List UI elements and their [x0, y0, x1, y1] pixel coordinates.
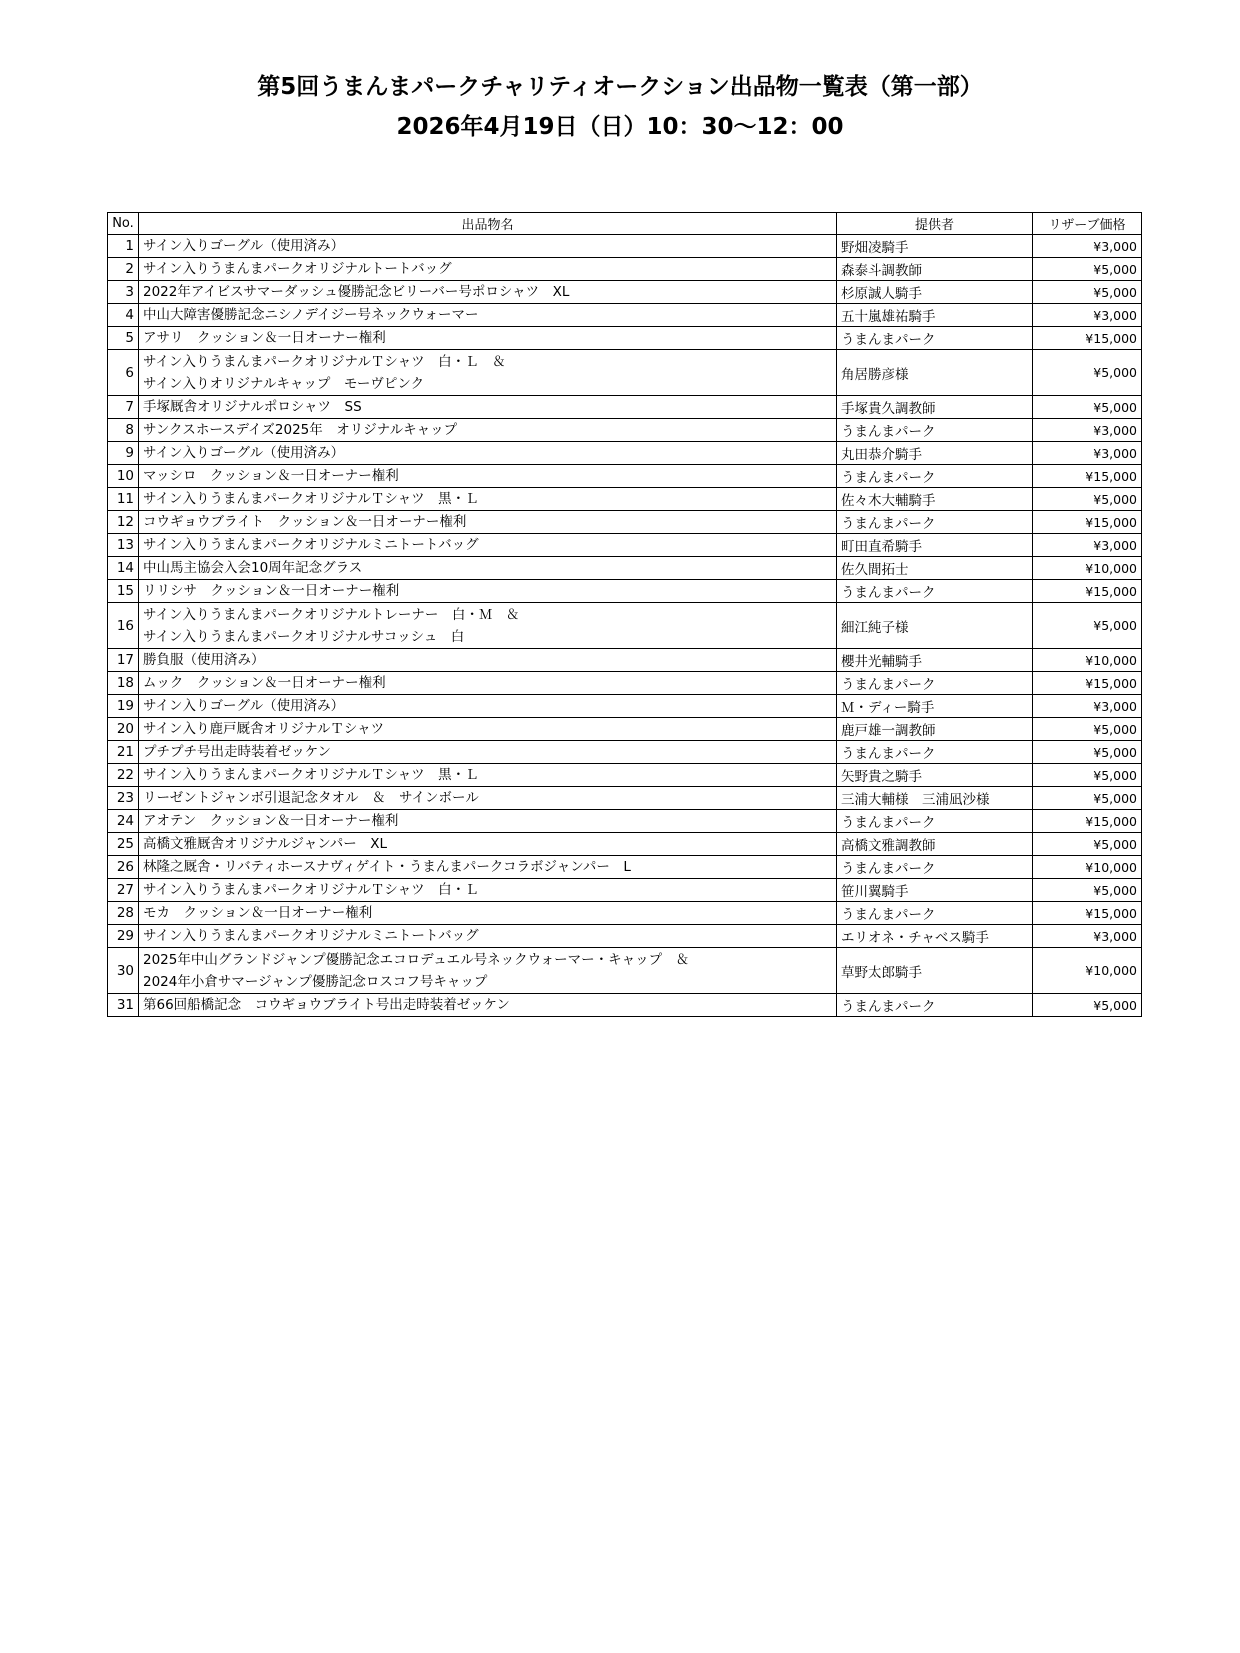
- reserve-price: ¥10,000: [1033, 649, 1142, 672]
- reserve-price: ¥10,000: [1033, 856, 1142, 879]
- item-name: 2025年中山グランドジャンプ優勝記念エコロデュエル号ネックウォーマー・キャップ ＆: [143, 951, 690, 968]
- item-name-cell: [139, 649, 837, 672]
- provider: 丸田恭介騎手: [837, 442, 1033, 465]
- item-name: 高橋文雅厩舎オリジナルジャンパー XL: [143, 836, 388, 852]
- provider: 佐久間拓士: [837, 557, 1033, 580]
- provider: 矢野貴之騎手: [837, 764, 1033, 787]
- item-name: サイン入りオリジナルキャップ モーヴピンク: [143, 375, 425, 392]
- item-name: サイン入りうまんまパークオリジナルトートバッグ: [143, 261, 452, 277]
- provider: 角居勝彦様: [837, 350, 1033, 396]
- row-number: 13: [108, 534, 139, 557]
- reserve-price: ¥3,000: [1033, 442, 1142, 465]
- row-number: 24: [108, 810, 139, 833]
- item-name: アサリ クッション＆一日オーナー権利: [143, 330, 386, 346]
- table-row: [108, 925, 1142, 948]
- table-row: [108, 902, 1142, 925]
- table-row: [108, 281, 1142, 304]
- header-item-name: 出品物名: [139, 213, 837, 235]
- row-number: 19: [108, 695, 139, 718]
- provider: うまんまパーク: [837, 902, 1033, 925]
- table-row: [108, 511, 1142, 534]
- table-row: [108, 534, 1142, 557]
- table-row: [108, 741, 1142, 764]
- reserve-price: ¥15,000: [1033, 580, 1142, 603]
- table-row: [108, 442, 1142, 465]
- item-name-cell: [139, 419, 837, 442]
- item-name-cell: [139, 235, 837, 258]
- item-name-cell: [139, 442, 837, 465]
- row-number: 1: [108, 235, 139, 258]
- item-name: 手塚厩舎オリジナルポロシャツ SS: [143, 399, 362, 415]
- reserve-price: ¥5,000: [1033, 741, 1142, 764]
- item-name: サイン入りうまんまパークオリジナルＴシャツ 黒・Ｌ: [143, 491, 479, 507]
- item-name-cell: [139, 879, 837, 902]
- row-number: 18: [108, 672, 139, 695]
- item-name: サンクスホースデイズ2025年 オリジナルキャップ: [143, 422, 458, 438]
- reserve-price: ¥3,000: [1033, 235, 1142, 258]
- item-name-cell: [139, 902, 837, 925]
- provider: エリオネ・チャベス騎手: [837, 925, 1033, 948]
- provider: 五十嵐雄祐騎手: [837, 304, 1033, 327]
- table-row: [108, 833, 1142, 856]
- item-name: サイン入りゴーグル（使用済み）: [143, 698, 345, 714]
- item-name-cell: [139, 557, 837, 580]
- item-name: サイン入りうまんまパークオリジナルミニトートバッグ: [143, 928, 479, 944]
- item-name-cell: [139, 948, 837, 994]
- table-body: [108, 235, 1142, 1017]
- reserve-price: ¥3,000: [1033, 925, 1142, 948]
- table-row: [108, 879, 1142, 902]
- item-name: 中山大障害優勝記念ニシノデイジー号ネックウォーマー: [143, 307, 479, 323]
- reserve-price: ¥5,000: [1033, 833, 1142, 856]
- provider: うまんまパーク: [837, 465, 1033, 488]
- item-name: 第66回船橋記念 コウギョウブライト号出走時装着ゼッケン: [143, 997, 510, 1013]
- reserve-price: ¥5,000: [1033, 281, 1142, 304]
- item-name: 林隆之厩舎・リバティホースナヴィゲイト・うまんまパークコラボジャンパー L: [143, 859, 631, 875]
- provider: 町田直希騎手: [837, 534, 1033, 557]
- item-name-cell: [139, 695, 837, 718]
- provider: 笹川翼騎手: [837, 879, 1033, 902]
- header-no: No.: [108, 213, 139, 235]
- item-name-cell: [139, 488, 837, 511]
- provider: 草野太郎騎手: [837, 948, 1033, 994]
- row-number: 9: [108, 442, 139, 465]
- provider: うまんまパーク: [837, 856, 1033, 879]
- item-name: 中山馬主協会入会10周年記念グラス: [143, 560, 363, 576]
- row-number: 7: [108, 396, 139, 419]
- reserve-price: ¥15,000: [1033, 511, 1142, 534]
- table-row: [108, 994, 1142, 1017]
- table-row: [108, 810, 1142, 833]
- reserve-price: ¥5,000: [1033, 764, 1142, 787]
- reserve-price: ¥5,000: [1033, 603, 1142, 649]
- item-name-cell: [139, 718, 837, 741]
- header-reserve-price: リザーブ価格: [1033, 213, 1142, 235]
- row-number: 11: [108, 488, 139, 511]
- item-name: サイン入りうまんまパークオリジナルミニトートバッグ: [143, 537, 479, 553]
- item-name: 2024年小倉サマージャンプ優勝記念ロスコフ号キャップ: [143, 973, 488, 990]
- table-row: [108, 419, 1142, 442]
- item-name-cell: [139, 350, 837, 396]
- reserve-price: ¥3,000: [1033, 695, 1142, 718]
- reserve-price: ¥5,000: [1033, 258, 1142, 281]
- row-number: 15: [108, 580, 139, 603]
- row-number: 30: [108, 948, 139, 994]
- provider: 高橋文雅調教師: [837, 833, 1033, 856]
- row-number: 12: [108, 511, 139, 534]
- table-row: [108, 258, 1142, 281]
- reserve-price: ¥15,000: [1033, 810, 1142, 833]
- table-row: [108, 304, 1142, 327]
- provider: 鹿戸雄一調教師: [837, 718, 1033, 741]
- reserve-price: ¥15,000: [1033, 327, 1142, 350]
- item-name-cell: [139, 764, 837, 787]
- item-name-cell: [139, 741, 837, 764]
- provider: うまんまパーク: [837, 741, 1033, 764]
- provider: 森泰斗調教師: [837, 258, 1033, 281]
- row-number: 4: [108, 304, 139, 327]
- provider: 手塚貴久調教師: [837, 396, 1033, 419]
- item-name-cell: [139, 856, 837, 879]
- provider: うまんまパーク: [837, 580, 1033, 603]
- row-number: 2: [108, 258, 139, 281]
- item-name-cell: [139, 672, 837, 695]
- row-number: 16: [108, 603, 139, 649]
- item-name: サイン入りゴーグル（使用済み）: [143, 238, 345, 254]
- item-name-cell: [139, 281, 837, 304]
- item-name-cell: [139, 580, 837, 603]
- reserve-price: ¥3,000: [1033, 419, 1142, 442]
- provider: 杉原誠人騎手: [837, 281, 1033, 304]
- provider: うまんまパーク: [837, 810, 1033, 833]
- reserve-price: ¥15,000: [1033, 902, 1142, 925]
- item-name: リリシサ クッション＆一日オーナー権利: [143, 583, 400, 599]
- reserve-price: ¥10,000: [1033, 557, 1142, 580]
- provider: うまんまパーク: [837, 327, 1033, 350]
- table-row: [108, 856, 1142, 879]
- reserve-price: ¥5,000: [1033, 787, 1142, 810]
- reserve-price: ¥15,000: [1033, 672, 1142, 695]
- row-number: 25: [108, 833, 139, 856]
- item-name: コウギョウブライト クッション＆一日オーナー権利: [143, 514, 467, 530]
- row-number: 10: [108, 465, 139, 488]
- item-name-cell: [139, 534, 837, 557]
- table-row: [108, 672, 1142, 695]
- row-number: 5: [108, 327, 139, 350]
- header-provider: 提供者: [837, 213, 1033, 235]
- item-name: サイン入りうまんまパークオリジナルＴシャツ 黒・Ｌ: [143, 767, 479, 783]
- provider: 佐々木大輔騎手: [837, 488, 1033, 511]
- row-number: 31: [108, 994, 139, 1017]
- item-name: 勝負服（使用済み）: [143, 652, 265, 668]
- table-row: [108, 649, 1142, 672]
- table-row: [108, 718, 1142, 741]
- reserve-price: ¥5,000: [1033, 718, 1142, 741]
- item-name: モカ クッション＆一日オーナー権利: [143, 905, 373, 921]
- item-name: 2022年アイビスサマーダッシュ優勝記念ビリーバー号ポロシャツ XL: [143, 284, 570, 300]
- item-name: ムック クッション＆一日オーナー権利: [143, 675, 386, 691]
- table-row: [108, 580, 1142, 603]
- row-number: 6: [108, 350, 139, 396]
- reserve-price: ¥3,000: [1033, 534, 1142, 557]
- reserve-price: ¥3,000: [1033, 304, 1142, 327]
- item-name-cell: [139, 925, 837, 948]
- provider: Ｍ・ディー騎手: [837, 695, 1033, 718]
- row-number: 3: [108, 281, 139, 304]
- table-row: [108, 327, 1142, 350]
- table-row: [108, 350, 1142, 396]
- provider: うまんまパーク: [837, 419, 1033, 442]
- provider: うまんまパーク: [837, 511, 1033, 534]
- document-subtitle: 2026年4月19日（日）10：30〜12：00: [396, 114, 844, 140]
- reserve-price: ¥5,000: [1033, 396, 1142, 419]
- row-number: 26: [108, 856, 139, 879]
- item-name: マッシロ クッション＆一日オーナー権利: [143, 468, 399, 484]
- document-title: 第5回うまんまパークチャリティオークション出品物一覧表（第一部）: [257, 74, 983, 100]
- provider: うまんまパーク: [837, 672, 1033, 695]
- table-row: [108, 557, 1142, 580]
- row-number: 23: [108, 787, 139, 810]
- item-name-cell: [139, 833, 837, 856]
- reserve-price: ¥5,000: [1033, 879, 1142, 902]
- provider: 細江純子様: [837, 603, 1033, 649]
- row-number: 20: [108, 718, 139, 741]
- reserve-price: ¥5,000: [1033, 488, 1142, 511]
- reserve-price: ¥15,000: [1033, 465, 1142, 488]
- reserve-price: ¥5,000: [1033, 350, 1142, 396]
- item-name: リーゼントジャンボ引退記念タオル ＆ サインボール: [143, 790, 479, 806]
- row-number: 27: [108, 879, 139, 902]
- item-name: アオテン クッション＆一日オーナー権利: [143, 813, 399, 829]
- item-name-cell: [139, 511, 837, 534]
- row-number: 8: [108, 419, 139, 442]
- table-row: [108, 235, 1142, 258]
- row-number: 14: [108, 557, 139, 580]
- table-row: [108, 465, 1142, 488]
- item-name: プチプチ号出走時装着ゼッケン: [143, 744, 332, 760]
- table-row: [108, 764, 1142, 787]
- item-name-cell: [139, 603, 837, 649]
- reserve-price: ¥10,000: [1033, 948, 1142, 994]
- item-name-cell: [139, 994, 837, 1017]
- row-number: 22: [108, 764, 139, 787]
- table-header-row: [108, 213, 1142, 235]
- item-name: サイン入りゴーグル（使用済み）: [143, 445, 345, 461]
- provider: 三浦大輔様 三浦凪沙様: [837, 787, 1033, 810]
- auction-items-table: [107, 212, 1142, 1017]
- provider: 野畑凌騎手: [837, 235, 1033, 258]
- item-name-cell: [139, 787, 837, 810]
- table-row: [108, 396, 1142, 419]
- row-number: 29: [108, 925, 139, 948]
- row-number: 28: [108, 902, 139, 925]
- table-row: [108, 787, 1142, 810]
- provider: うまんまパーク: [837, 994, 1033, 1017]
- item-name: サイン入りうまんまパークオリジナルＴシャツ 白・Ｌ ＆: [143, 353, 506, 370]
- reserve-price: ¥5,000: [1033, 994, 1142, 1017]
- row-number: 17: [108, 649, 139, 672]
- table-row: [108, 488, 1142, 511]
- row-number: 21: [108, 741, 139, 764]
- item-name-cell: [139, 810, 837, 833]
- item-name-cell: [139, 327, 837, 350]
- item-name-cell: [139, 465, 837, 488]
- item-name: サイン入りうまんまパークオリジナルトレーナー 白・Ｍ ＆: [143, 606, 520, 623]
- provider: 櫻井光輔騎手: [837, 649, 1033, 672]
- table-row: [108, 603, 1142, 649]
- item-name: サイン入りうまんまパークオリジナルサコッシュ 白: [143, 628, 465, 645]
- table-row: [108, 948, 1142, 994]
- item-name: サイン入りうまんまパークオリジナルＴシャツ 白・Ｌ: [143, 882, 479, 898]
- table-row: [108, 695, 1142, 718]
- item-name-cell: [139, 258, 837, 281]
- item-name: サイン入り鹿戸厩舎オリジナルＴシャツ: [143, 721, 385, 737]
- item-name-cell: [139, 396, 837, 419]
- item-name-cell: [139, 304, 837, 327]
